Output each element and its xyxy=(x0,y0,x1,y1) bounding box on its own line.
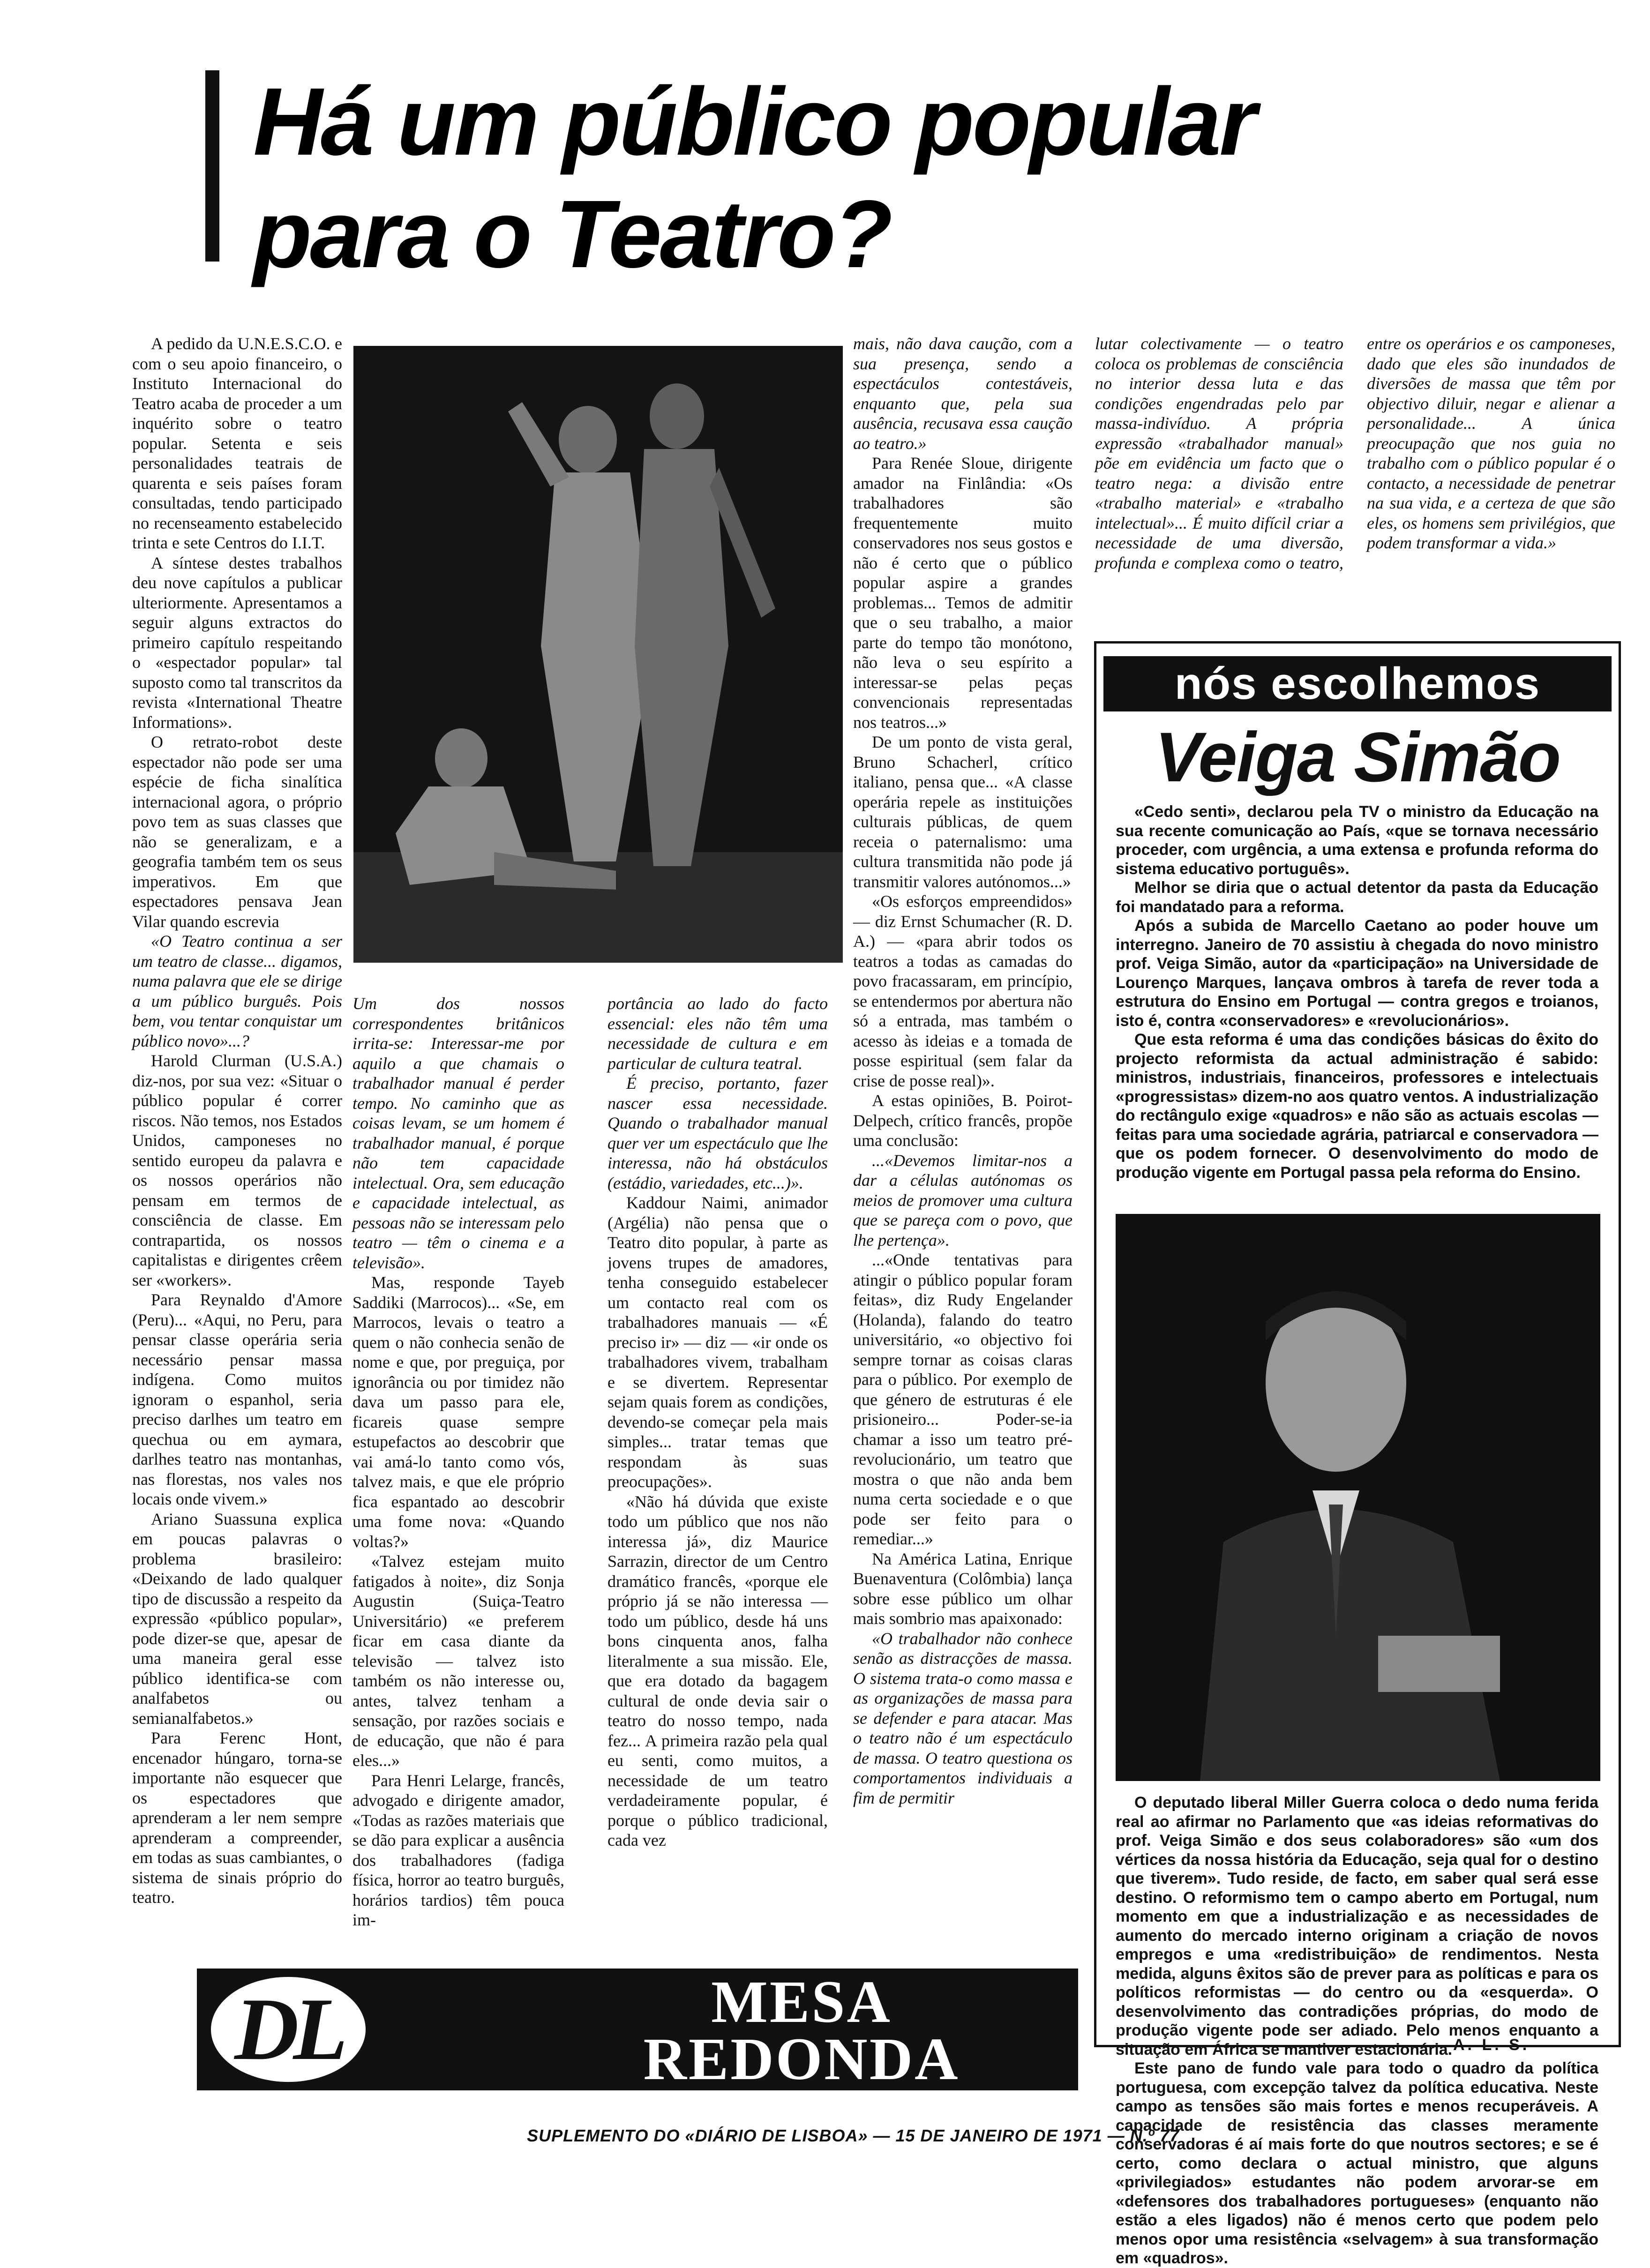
article-paragraph: Para Renée Sloue, dirigente amador na Finlândia: «Os trabalhadores são frequentemente muito conservadores nos seus gostos e não é certo que o público popular aspire a grandes problemas... Temos de admitir que o seu trabalho, a maior parte do tempo tão monótono, não leva o seu espírito a interessar-se pelas peças convencionais representadas nos teatros...» xyxy=(853,454,1072,732)
sidebar-title: Veiga Simão xyxy=(1155,718,1560,796)
article-paragraph: ...«Devemos limitar-nos a dar a células autónomas os meios de promover uma cultura que se pareça com o povo, que lhe pertença». xyxy=(853,1151,1072,1250)
sidebar-text-bottom xyxy=(1116,1793,1598,2267)
article-paragraph: ...«Onde tentativas para atingir o público popular foram feitas», diz Rudy Engelander (Holanda), falando do teatro universitário, «o objectivo foi sempre tornar as coisas claras para o público. Por exemplo de que género de estruturas é ele prisioneiro... Poder-se-ia chamar a isso um teatro pré-revolucionário, um teatro que mostra o que não anda bem numa certa sociedade e o que pode ser feito para o remediar...» xyxy=(853,1250,1072,1548)
sidebar-paragraph: O deputado liberal Miller Guerra coloca o dedo numa ferida real ao afirmar no Parlamento que «as ideias reformativas do prof. Veiga Simão e dos seus colaboradores» são «um dos vértices da nossa história da Educação, seja qual for o destino que tiverem». Tudo reside, de facto, em saber qual será esse destino. O reformismo tem o campo aberto em Portugal, num momento em que a industrialização e as necessidades de aumento do mercado interno originam a criação de novos empregos e uma «redistribuição» de rendimentos. Nesta medida, alguns êxitos são de prever para as políticas e para os políticos reformistas — do centro ou da «esquerda». O desenvolvimento das contradições próprias, do modo de produção vigente pode ser adiado. Pelo menos enquanto a situação em África se mantiver estacionária. xyxy=(1116,1794,1598,2058)
sidebar-paragraph: Após a subida de Marcello Caetano ao poder houve um interregno. Janeiro de 70 assistiu à chegada do novo ministro prof. Veiga Simão, autor da «participação» na Universidade de Lourenço Marques, lançava ombros à tarefa de rever toda a estrutura do Ensino em Portugal — contra gregos e troianos, isto é, contra «conservadores» e «revolucionários». xyxy=(1116,917,1598,1030)
article-paragraph: O retrato-robot deste espectador não pode ser uma espécie de ficha sinalítica internacional agora, o próprio povo tem as suas classes que não se generalizam, e a geografia também tem os seus imperativos. Em que espectadores pensava Jean Vilar quando escrevia xyxy=(132,733,342,931)
article-paragraph: De um ponto de vista geral, Bruno Schacherl, crítico italiano, pensa que... «A classe operária repele as instituições culturais públicas, de quem receia o paternalismo: uma cultura transmitida não pode já transmitir valores autónomos...» xyxy=(853,733,1072,891)
article-paragraph: Para Reynaldo d'Amore (Peru)... «Aqui, no Peru, para pensar classe operária seria necessário pensar massa indígena. Como muitos ignoram o espanhol, seria preciso darlhes um teatro em quechua ou em aymara, darlhes teatro nas montanhas, nas florestas, nos vales nos locais onde vivem.» xyxy=(132,1290,342,1508)
article-paragraph: lutar colectivamente — o teatro coloca os problemas de consciência no interior dessa luta e das condições engendradas pelo par massa-indivíduo. A própria expressão «trabalhador manual» põe em evidência um facto que o teatro nega: a divisão entre «trabalho material» e «trabalho intelectual»... É muito difícil criar a necessidade de uma diversão, profunda e complexa como o teatro, entre os operários e os camponeses, dado que eles são inundados de diversões de massa que têm por objectivo diluir, negar e alienar a personalidade... A única preocupação que nos guia no trabalho com o público popular é o contacto, a necessidade de penetrar na sua vida, e a certeza de que são eles, os homens sem privilégios, que podem transformar a vida.» xyxy=(1095,334,1615,572)
portrait-photo-illustration xyxy=(1116,1214,1600,1781)
article-paragraph: A síntese destes trabalhos deu nove capítulos a publicar ulteriormente. Apresentamos a seguir alguns extractos do primeiro capítulo respeitando o «espectador popular» tal suposto como tal transcritos da revista «International Theatre Informations». xyxy=(132,553,342,732)
article-paragraph: Um dos nossos correspondentes britânicos irrita-se: Interessar-me por aquilo a que chamais o trabalhador manual é perder tempo. No caminho que as coisas levam, se um homem é trabalhador manual, é porque não tem capacidade intelectual. Ora, sem educação e capacidade intelectual, as pessoas não se interessam pelo teatro — têm o cinema e a televisão». xyxy=(352,994,564,1272)
article-paragraph: Na América Latina, Enrique Buenaventura (Colômbia) lança sobre esse público um olhar mais sombrio mas apaixonado: xyxy=(853,1549,1072,1628)
page-title xyxy=(253,66,1284,291)
headline-line-2: para o Teatro? xyxy=(253,180,891,288)
article-paragraph: É preciso, portanto, fazer nascer essa necessidade. Quando o trabalhador manual quer ver um espectáculo que lhe interessa, não há obstáculos (estádio, variedades, etc...)». xyxy=(608,1074,828,1192)
article-paragraph: Para Ferenc Hont, encenador húngaro, torna-se importante não esquecer que os espectadores que aprenderam a ler nem sempre aprenderam a compreender, em todas as suas cambiantes, o sistema de sinais próprio do teatro. xyxy=(132,1729,342,1907)
article-column-4 xyxy=(853,334,1072,1913)
article-paragraph: portância ao lado do facto essencial: eles não têm uma necessidade de cultura e em particular de cultura teatral. xyxy=(608,994,828,1073)
article-paragraph: A estas opiniões, B. Poirot-Delpech, crítico francês, propõe uma conclusão: xyxy=(853,1091,1072,1150)
theatre-photo xyxy=(353,346,843,963)
sidebar-paragraph: «Cedo senti», declarou pela TV o ministro da Educação na sua recente comunicação ao País, «que se tornava necessário proceder, com urgência, a uma extensa e profunda reforma do sistema educativo português». xyxy=(1116,803,1598,878)
article-paragraph: «Não há dúvida que existe todo um público que nos não interessa já», diz Maurice Sarrazin, director de um Centro dramático francês, «porque ele próprio já se não interessa — todo um público, desde há uns bons cinquenta anos, falha literalmente a sua missão. Ele, que era dotado da bagagem cultural de onde devia sair o teatro do nosso tempo, nada fez... A primeira razão pela qual eu senti, como muitos, a necessidade de um teatro verdadeiramente popular, é porque o público tradicional, cada vez xyxy=(608,1492,828,1849)
article-paragraph: Kaddour Naimi, animador (Argélia) não pensa que o Teatro dito popular, à parte as jovens trupes de amadores, tenha conseguido estabelecer um contacto real com os trabalhadores manuais — «É preciso ir» — diz — «ir onde os trabalhadores vivem, trabalham e se divertem. Representar sejam quais forem as condições, devendo-se começar pela mais simples... tratar temas que respondam às suas preocupações». xyxy=(608,1193,828,1491)
article-paragraph: «Talvez estejam muito fatigados à noite», diz Sonja Augustin (Suiça-Teatro Universitário) «e preferem ficar em casa diante da televisão — talvez isto também os não interesse ou, antes, talvez tenham a sensação, por razões sociais e de educação, que não é para eles...» xyxy=(352,1552,564,1770)
article-paragraph: «Os esforços empreendidos» — diz Ernst Schumacher (R. D. A.) — «para abrir todos os teatros a todas as camadas do povo fracassaram, em princípio, se entendermos por abertura não só a entrada, mas também o acesso às ideias e a tomada de posse espiritual (sem falar da crise de posse real)». xyxy=(853,892,1072,1090)
sidebar-signature: A. L. S. xyxy=(1453,2036,1530,2054)
theatre-photo-illustration xyxy=(353,346,843,963)
headline-bar xyxy=(205,70,219,262)
page-footer: SUPLEMENTO DO «DIÁRIO DE LISBOA» — 15 DE JANEIRO DE 1971 — N.º 77 xyxy=(527,2126,1179,2145)
headline-line-1: Há um público popular xyxy=(253,68,1255,175)
article-paragraph: Ariano Suassuna explica em poucas palavras o problema brasileiro: «Deixando de lado qualquer tipo de discussão a respeito da expressão «público popular», pode dizer-se que, apesar de uma maneira geral esse público identifica-se com analfabetos ou semianalfabetos.» xyxy=(132,1509,342,1728)
article-paragraph: mais, não dava caução, com a sua presença, sendo a espectáculos contestáveis, enquanto que, pela sua ausência, recusava essa caução ao teatro.» xyxy=(853,334,1072,453)
dl-logo: DL xyxy=(211,1977,366,2082)
portrait-photo xyxy=(1116,1214,1600,1781)
article-column-5 xyxy=(1095,334,1615,634)
article-column-2 xyxy=(352,994,564,1929)
mesa-redonda-line-1: MESA xyxy=(711,1969,892,2035)
article-paragraph: Mas, responde Tayeb Saddiki (Marrocos)... «Se, em Marrocos, levais o teatro a quem o não conhecia senão de nome e que, por preguiça, por ignorância ou por timidez não dava um passo para ele, ficareis quase sempre estupefactos ao descobrir que vai amá-lo tanto como vós, talvez mais, e que ele próprio fica espantado ao descobrir uma fome nova: «Quando voltas?» xyxy=(352,1273,564,1551)
sidebar-paragraph: Este pano de fundo vale para todo o quadro da política portuguesa, com excepção talvez da política educativa. Neste campo as tensões são mais fortes e menos recuperáveis. A capacidade de resistência das classes meramente conservadoras é aí mais forte do que noutros sectores; e se é certo, como declara o actual ministro, que alguns «privilegiados» estudantes não podem arvorar-se em «defensores dos trabalhadores portugueses» (enquanto não estão a eles ligados) não é menos certo que podem pelo menos opor uma resistência «selvagem» à sua transformação em «quadros». xyxy=(1116,2059,1598,2267)
article-paragraph: A pedido da U.N.E.S.C.O. e com o seu apoio financeiro, o Instituto Internacional do Teatro acaba de proceder a um inquérito sobre o teatro popular. Setenta e seis personalidades teatrais de quarenta e seis países foram consultadas, tendo participado no recenseamento estabelecido trinta e sete Centros do I.I.T. xyxy=(132,334,342,552)
article-paragraph: Para Henri Lelarge, francês, advogado e dirigente amador, «Todas as razões materiais que se dão para explicar a ausência dos trabalhadores (fadiga física, horror ao teatro burguês, horários tardios) têm pouca im- xyxy=(352,1771,564,1929)
article-paragraph: «O Teatro continua a ser um teatro de classe... digamos, numa palavra que ele se dirige a um público burguês. Pois bem, vou tentar conquistar um público novo»...? xyxy=(132,932,342,1050)
sidebar-text-top xyxy=(1116,802,1598,1201)
sidebar-banner: nós escolhemos xyxy=(1103,656,1612,711)
mesa-redonda-line-2: REDONDA xyxy=(643,2026,960,2092)
mesa-redonda-title xyxy=(534,1969,1069,2092)
article-column-3 xyxy=(608,994,828,1912)
article-paragraph: Harold Clurman (U.S.A.) diz-nos, por sua vez: «Situar o público popular é correr riscos. Não temos, nos Estados Unidos, camponeses no sentido europeu da palavra e os nossos operários não pensam em termos de consciência de classe. Em contrapartida, os nossos capitalistas e dirigentes crêem ser «workers». xyxy=(132,1051,342,1289)
sidebar-paragraph: Melhor se diria que o actual detentor da pasta da Educação foi mandatado para a reforma. xyxy=(1116,879,1598,916)
article-column-1 xyxy=(132,334,342,1907)
article-paragraph: «O trabalhador não conhece senão as distracções de massa. O sistema trata-o como massa e as organizações de massa para se defender e para atacar. Mas o teatro não é um espectáculo de massa. O teatro questiona os comportamentos individuais a fim de permitir xyxy=(853,1629,1072,1807)
sidebar-paragraph: Que esta reforma é uma das condições básicas do êxito do projecto reformista da actual administração é sabido: ministros, industriais, financeiros, professores e intelectuais «progressistas» dizem-no aos quatro ventos. A industrialização do rectângulo exige «quadros» e não são as actuais escolas — feitas para uma sociedade agrária, patriarcal e conservadora — que os podem fornecer. O desenvolvimento do modo de produção vigente em Portugal passa pela reforma do Ensino. xyxy=(1116,1031,1598,1182)
